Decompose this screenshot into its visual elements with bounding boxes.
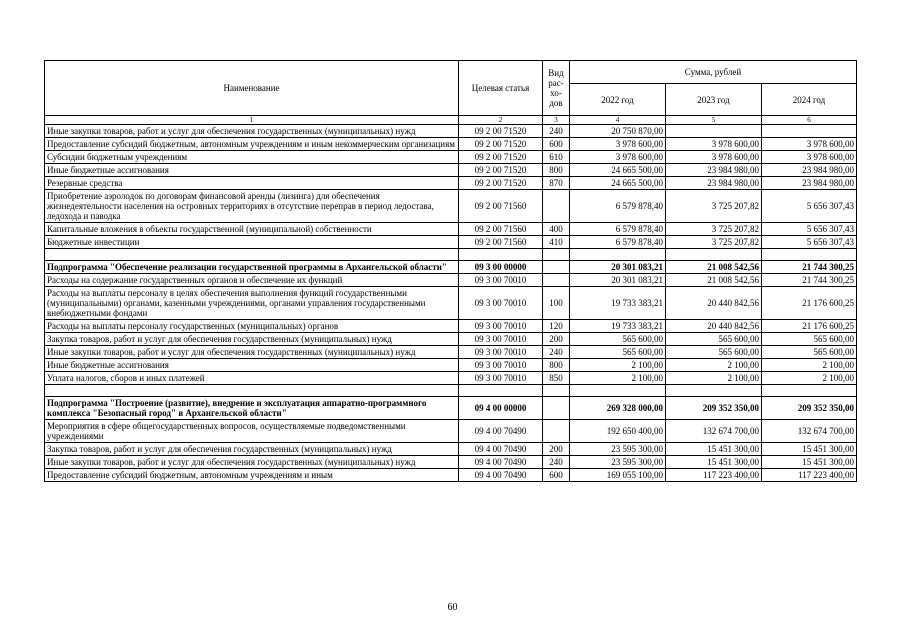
row-name: Иные закупки товаров, работ и услуг для обеспечения государственных (муниципальных) нужд — [45, 125, 459, 138]
row-sum-2023: 3 725 207,82 — [666, 236, 762, 249]
row-sum-2023: 209 352 350,00 — [666, 397, 762, 420]
row-target-code: 09 2 00 71520 — [459, 177, 543, 190]
row-sum-2023: 21 008 542,56 — [666, 261, 762, 274]
spacer-cell — [45, 385, 459, 397]
spacer-cell — [543, 385, 570, 397]
table-row — [45, 236, 857, 249]
row-sum-2024: 21 176 600,25 — [762, 287, 857, 320]
row-name: Предоставление субсидий бюджетным, автономным учреждениям и иным некоммерческим организациям — [45, 138, 459, 151]
row-name: Резервные средства — [45, 177, 459, 190]
row-target-code: 09 4 00 00000 — [459, 397, 543, 420]
row-name: Мероприятия в сфере общегосударственных вопросов, осуществляемые подведомственными учреждениями — [45, 420, 459, 443]
table-row — [45, 151, 857, 164]
row-sum-2024: 21 176 600,25 — [762, 320, 857, 333]
header-sum: Сумма, рублей — [570, 61, 857, 84]
row-target-code: 09 2 00 71560 — [459, 236, 543, 249]
table-row — [45, 359, 857, 372]
row-target-code: 09 3 00 70010 — [459, 359, 543, 372]
table-row — [45, 333, 857, 346]
row-name: Иные закупки товаров, работ и услуг для обеспечения государственных (муниципальных) нужд — [45, 456, 459, 469]
row-sum-2022: 3 978 600,00 — [570, 151, 666, 164]
column-index: 2 — [459, 116, 543, 125]
row-sum-2023: 23 984 980,00 — [666, 164, 762, 177]
row-target-code: 09 2 00 71520 — [459, 125, 543, 138]
row-sum-2022: 2 100,00 — [570, 359, 666, 372]
table-row — [45, 125, 857, 138]
row-sum-2024: 15 451 300,00 — [762, 456, 857, 469]
row-sum-2023: 3 978 600,00 — [666, 151, 762, 164]
row-name: Иные закупки товаров, работ и услуг для обеспечения государственных (муниципальных) нужд — [45, 346, 459, 359]
row-sum-2023: 2 100,00 — [666, 372, 762, 385]
subprogram-row — [45, 397, 857, 420]
row-expense-type: 800 — [543, 359, 570, 372]
row-sum-2024: 2 100,00 — [762, 359, 857, 372]
row-sum-2024: 3 978 600,00 — [762, 138, 857, 151]
row-sum-2024 — [762, 125, 857, 138]
row-target-code: 09 3 00 70010 — [459, 346, 543, 359]
column-index: 6 — [762, 116, 857, 125]
row-target-code: 09 3 00 70010 — [459, 320, 543, 333]
row-expense-type — [543, 397, 570, 420]
row-sum-2024: 117 223 400,00 — [762, 469, 857, 482]
row-sum-2022: 24 665 500,00 — [570, 177, 666, 190]
table-row — [45, 287, 857, 320]
row-sum-2023: 23 984 980,00 — [666, 177, 762, 190]
header-year-2022: 2022 год — [570, 84, 666, 116]
row-expense-type: 600 — [543, 469, 570, 482]
spacer-cell — [45, 249, 459, 261]
row-name: Капитальные вложения в объекты государственной (муниципальной) собственности — [45, 223, 459, 236]
row-sum-2023 — [666, 125, 762, 138]
row-target-code: 09 3 00 70010 — [459, 274, 543, 287]
spacer-cell — [459, 249, 543, 261]
table-row — [45, 177, 857, 190]
row-expense-type: 410 — [543, 236, 570, 249]
row-target-code: 09 3 00 00000 — [459, 261, 543, 274]
row-sum-2024: 23 984 980,00 — [762, 164, 857, 177]
row-target-code: 09 2 00 71520 — [459, 151, 543, 164]
table-row — [45, 443, 857, 456]
row-name: Закупка товаров, работ и услуг для обеспечения государственных (муниципальных) нужд — [45, 443, 459, 456]
row-name: Подпрограмма "Обеспечение реализации государственной программы в Архангельской области" — [45, 261, 459, 274]
row-sum-2024: 209 352 350,00 — [762, 397, 857, 420]
row-expense-type: 240 — [543, 456, 570, 469]
spacer-cell — [570, 385, 666, 397]
row-expense-type: 240 — [543, 346, 570, 359]
row-target-code: 09 3 00 70010 — [459, 333, 543, 346]
row-expense-type: 200 — [543, 443, 570, 456]
table-row — [45, 469, 857, 482]
row-expense-type — [543, 261, 570, 274]
row-sum-2022: 3 978 600,00 — [570, 138, 666, 151]
row-name: Расходы на выплаты персоналу в целях обеспечения выполнения функций государственными (муниципальными) органами, казенными учреждениями, органами управления государственными внебюджетными фондами — [45, 287, 459, 320]
header-target: Целевая статья — [459, 61, 543, 116]
table-row — [45, 223, 857, 236]
row-target-code: 09 2 00 71520 — [459, 164, 543, 177]
row-sum-2023: 565 600,00 — [666, 333, 762, 346]
header-row-1 — [45, 61, 857, 84]
row-sum-2023: 132 674 700,00 — [666, 420, 762, 443]
row-target-code: 09 2 00 71560 — [459, 223, 543, 236]
row-target-code: 09 2 00 71520 — [459, 138, 543, 151]
row-name: Закупка товаров, работ и услуг для обеспечения государственных (муниципальных) нужд — [45, 333, 459, 346]
row-sum-2022: 6 579 878,40 — [570, 190, 666, 223]
row-sum-2023: 117 223 400,00 — [666, 469, 762, 482]
spacer-row — [45, 385, 857, 397]
spacer-cell — [762, 385, 857, 397]
row-name: Субсидии бюджетным учреждениям — [45, 151, 459, 164]
row-sum-2023: 565 600,00 — [666, 346, 762, 359]
row-sum-2022: 23 595 300,00 — [570, 443, 666, 456]
row-name: Расходы на содержание государственных органов и обеспечение их функций — [45, 274, 459, 287]
table-row — [45, 138, 857, 151]
row-sum-2024: 23 984 980,00 — [762, 177, 857, 190]
row-sum-2023: 3 978 600,00 — [666, 138, 762, 151]
row-expense-type — [543, 420, 570, 443]
row-expense-type: 240 — [543, 125, 570, 138]
table-row — [45, 346, 857, 359]
row-sum-2024: 5 656 307,43 — [762, 236, 857, 249]
row-target-code: 09 2 00 71560 — [459, 190, 543, 223]
row-expense-type: 120 — [543, 320, 570, 333]
header-name: Наименование — [45, 61, 459, 116]
row-target-code: 09 4 00 70490 — [459, 469, 543, 482]
row-sum-2022: 19 733 383,21 — [570, 287, 666, 320]
column-index: 4 — [570, 116, 666, 125]
row-sum-2022: 565 600,00 — [570, 333, 666, 346]
row-sum-2023: 2 100,00 — [666, 359, 762, 372]
row-sum-2024: 565 600,00 — [762, 333, 857, 346]
spacer-cell — [762, 249, 857, 261]
column-index: 5 — [666, 116, 762, 125]
column-index: 3 — [543, 116, 570, 125]
row-target-code: 09 4 00 70490 — [459, 443, 543, 456]
row-sum-2022: 2 100,00 — [570, 372, 666, 385]
row-sum-2022: 6 579 878,40 — [570, 223, 666, 236]
row-sum-2023: 15 451 300,00 — [666, 443, 762, 456]
table-row — [45, 420, 857, 443]
row-sum-2022: 269 328 000,00 — [570, 397, 666, 420]
row-sum-2024: 132 674 700,00 — [762, 420, 857, 443]
row-name: Бюджетные инвестиции — [45, 236, 459, 249]
row-sum-2022: 24 665 500,00 — [570, 164, 666, 177]
spacer-cell — [666, 385, 762, 397]
row-name: Расходы на выплаты персоналу государственных (муниципальных) органов — [45, 320, 459, 333]
table-row — [45, 190, 857, 223]
row-sum-2023: 20 440 842,56 — [666, 320, 762, 333]
column-index-row — [45, 116, 857, 125]
row-sum-2024: 21 744 300,25 — [762, 274, 857, 287]
row-target-code: 09 4 00 70490 — [459, 456, 543, 469]
row-sum-2022: 6 579 878,40 — [570, 236, 666, 249]
row-sum-2022: 169 055 100,00 — [570, 469, 666, 482]
header-type: Вид рас-хо-дов — [543, 61, 570, 116]
row-expense-type: 610 — [543, 151, 570, 164]
row-expense-type — [543, 190, 570, 223]
table-row — [45, 456, 857, 469]
row-sum-2023: 20 440 842,56 — [666, 287, 762, 320]
row-name: Иные бюджетные ассигнования — [45, 164, 459, 177]
spacer-row — [45, 249, 857, 261]
row-sum-2024: 15 451 300,00 — [762, 443, 857, 456]
spacer-cell — [570, 249, 666, 261]
page-number: 60 — [447, 602, 458, 613]
row-sum-2022: 20 750 870,00 — [570, 125, 666, 138]
row-sum-2022: 19 733 383,21 — [570, 320, 666, 333]
row-sum-2024: 5 656 307,43 — [762, 190, 857, 223]
row-expense-type: 600 — [543, 138, 570, 151]
row-name: Приобретение аэролодок по договорам финансовой аренды (лизинга) для обеспечения жизнедеятельности населения на островных территориях в отсутствие переправ в период ледостава, ледохода и паводка — [45, 190, 459, 223]
row-name: Иные бюджетные ассигнования — [45, 359, 459, 372]
row-target-code: 09 3 00 70010 — [459, 287, 543, 320]
row-sum-2023: 3 725 207,82 — [666, 223, 762, 236]
subprogram-row — [45, 261, 857, 274]
row-expense-type: 800 — [543, 164, 570, 177]
row-sum-2022: 20 301 083,21 — [570, 274, 666, 287]
row-target-code: 09 3 00 70010 — [459, 372, 543, 385]
table-row — [45, 372, 857, 385]
row-sum-2022: 23 595 300,00 — [570, 456, 666, 469]
table-row — [45, 320, 857, 333]
table-row — [45, 164, 857, 177]
header-year-2023: 2023 год — [666, 84, 762, 116]
row-name: Уплата налогов, сборов и иных платежей — [45, 372, 459, 385]
row-expense-type: 850 — [543, 372, 570, 385]
row-name: Подпрограмма "Построение (развитие), внедрение и эксплуатация аппаратно-программного комплекса "Безопасный город" в Архангельской области" — [45, 397, 459, 420]
row-sum-2024: 2 100,00 — [762, 372, 857, 385]
row-expense-type: 400 — [543, 223, 570, 236]
row-sum-2022: 192 650 400,00 — [570, 420, 666, 443]
row-sum-2023: 21 008 542,56 — [666, 274, 762, 287]
row-expense-type: 200 — [543, 333, 570, 346]
row-sum-2024: 5 656 307,43 — [762, 223, 857, 236]
row-sum-2024: 3 978 600,00 — [762, 151, 857, 164]
row-sum-2022: 565 600,00 — [570, 346, 666, 359]
spacer-cell — [543, 249, 570, 261]
row-sum-2023: 15 451 300,00 — [666, 456, 762, 469]
row-expense-type — [543, 274, 570, 287]
table-row — [45, 274, 857, 287]
row-sum-2022: 20 301 083,21 — [570, 261, 666, 274]
row-expense-type: 870 — [543, 177, 570, 190]
spacer-cell — [459, 385, 543, 397]
row-expense-type: 100 — [543, 287, 570, 320]
row-target-code: 09 4 00 70490 — [459, 420, 543, 443]
column-index: 1 — [45, 116, 459, 125]
budget-table — [44, 60, 857, 482]
spacer-cell — [666, 249, 762, 261]
row-name: Предоставление субсидий бюджетным, автономным учреждениям и иным — [45, 469, 459, 482]
row-sum-2024: 565 600,00 — [762, 346, 857, 359]
row-sum-2024: 21 744 300,25 — [762, 261, 857, 274]
header-year-2024: 2024 год — [762, 84, 857, 116]
row-sum-2023: 3 725 207,82 — [666, 190, 762, 223]
